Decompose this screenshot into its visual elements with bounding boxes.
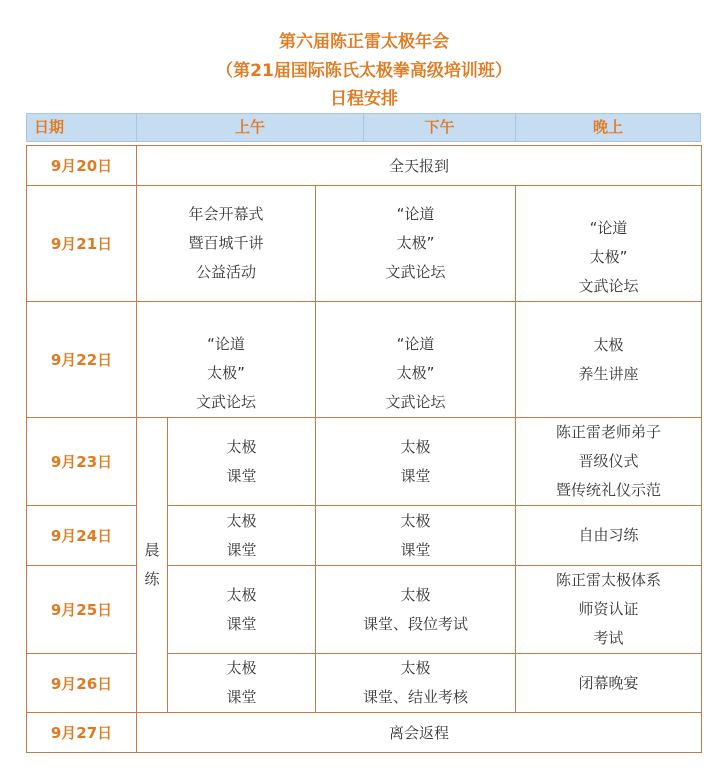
cell-line: 暨百城千讲 (188, 234, 264, 252)
header-evening: 晚上 (592, 118, 623, 136)
cell-line: 课堂 (226, 540, 257, 559)
table-row (27, 566, 702, 654)
page-title-block (5, 28, 723, 114)
afternoon-cell (316, 418, 516, 506)
cell-line: 太极” (207, 364, 245, 382)
cell-line: 考试 (593, 629, 624, 647)
morning-exercise-char: 晨 (144, 541, 160, 559)
evening-cell (516, 566, 702, 654)
cell-line: 陈正雷太极体系 (556, 571, 662, 589)
afternoon-cell (316, 302, 516, 418)
table-row (27, 654, 702, 713)
cell-line: 太极 (400, 511, 431, 530)
evening-cell (516, 302, 702, 418)
evening-cell (516, 418, 702, 506)
cell-line: 自由习练 (578, 526, 639, 544)
cell-line: 太极” (589, 248, 628, 266)
date-cell: 9月22日 (27, 302, 137, 418)
cell-line: 太极 (400, 437, 431, 456)
cell-line: 课堂 (400, 540, 431, 559)
cell-line: 太极 (400, 659, 431, 677)
morning-exercise-char: 练 (144, 570, 160, 588)
evening-cell (516, 186, 702, 302)
date-cell: 9月26日 (27, 654, 137, 713)
morning-cell (168, 566, 316, 654)
header-date: 日期 (27, 114, 137, 141)
table-row (27, 418, 702, 506)
cell-line: 课堂 (400, 466, 431, 485)
cell-line: 文武论坛 (578, 277, 639, 295)
cell-line: 太极 (226, 437, 257, 456)
afternoon-cell (316, 654, 516, 713)
event-subtitle: （第21届国际陈氏太极拳高级培训班） (216, 60, 512, 81)
cell-line: 文武论坛 (385, 393, 446, 411)
table-row (27, 713, 702, 753)
header-afternoon: 下午 (364, 114, 516, 141)
cell-line: 暨传统礼仪示范 (556, 481, 662, 499)
date-cell: 9月24日 (27, 506, 137, 566)
evening-cell (516, 506, 702, 566)
cell-line: 文武论坛 (195, 393, 256, 411)
cell-line: 公益活动 (195, 263, 256, 281)
table-header-row (26, 113, 701, 142)
cell-line: 养生讲座 (578, 364, 639, 383)
cell-line: 闭幕晚宴 (578, 673, 639, 692)
schedule-table (26, 145, 702, 753)
evening-cell (516, 654, 702, 713)
cell-line: 太极 (226, 585, 257, 604)
cell-line: 课堂 (226, 466, 257, 485)
date-cell: 9月20日 (27, 146, 137, 186)
morning-cell (168, 654, 316, 713)
cell-line: 年会开幕式 (188, 205, 264, 223)
date-cell: 9月25日 (27, 566, 137, 654)
cell-line: 课堂 (226, 688, 257, 706)
morning-cell (137, 186, 316, 302)
cell-line: “论道 (207, 335, 245, 353)
morning-exercise-cell (137, 418, 168, 713)
all-day-cell: 离会返程 (137, 713, 702, 753)
cell-line: 课堂、段位考试 (362, 614, 468, 633)
cell-line: 师资认证 (578, 600, 639, 618)
date-cell: 9月27日 (27, 713, 137, 753)
table-row (27, 186, 702, 302)
cell-line: 文武论坛 (385, 263, 446, 281)
afternoon-cell (316, 506, 516, 566)
morning-cell (137, 302, 316, 418)
table-row (27, 302, 702, 418)
afternoon-cell (316, 186, 516, 302)
cell-line: 晋级仪式 (578, 452, 639, 470)
cell-line: 课堂、结业考核 (362, 688, 468, 706)
cell-line: 课堂 (226, 614, 257, 633)
date-cell: 9月23日 (27, 418, 137, 506)
header-morning: 上午 (137, 114, 364, 141)
cell-line: “论道 (396, 205, 435, 223)
event-title: 第六届陈正雷太极年会 (279, 32, 449, 52)
cell-line: 太极” (396, 234, 435, 252)
all-day-cell: 全天报到 (137, 146, 702, 186)
date-cell: 9月21日 (27, 186, 137, 302)
cell-line: 太极 (400, 585, 431, 604)
morning-cell (168, 418, 316, 506)
morning-cell (168, 506, 316, 566)
cell-line: 陈正雷老师弟子 (556, 423, 662, 441)
cell-line: 太极 (226, 659, 257, 677)
afternoon-cell (316, 566, 516, 654)
cell-line: 太极 (226, 511, 257, 530)
schedule-heading: 日程安排 (330, 89, 398, 109)
cell-line: “论道 (589, 219, 628, 237)
cell-line: “论道 (396, 335, 435, 353)
table-row (27, 506, 702, 566)
cell-line: 太极” (396, 364, 435, 382)
cell-line: 太极 (593, 335, 624, 354)
table-row (27, 146, 702, 186)
